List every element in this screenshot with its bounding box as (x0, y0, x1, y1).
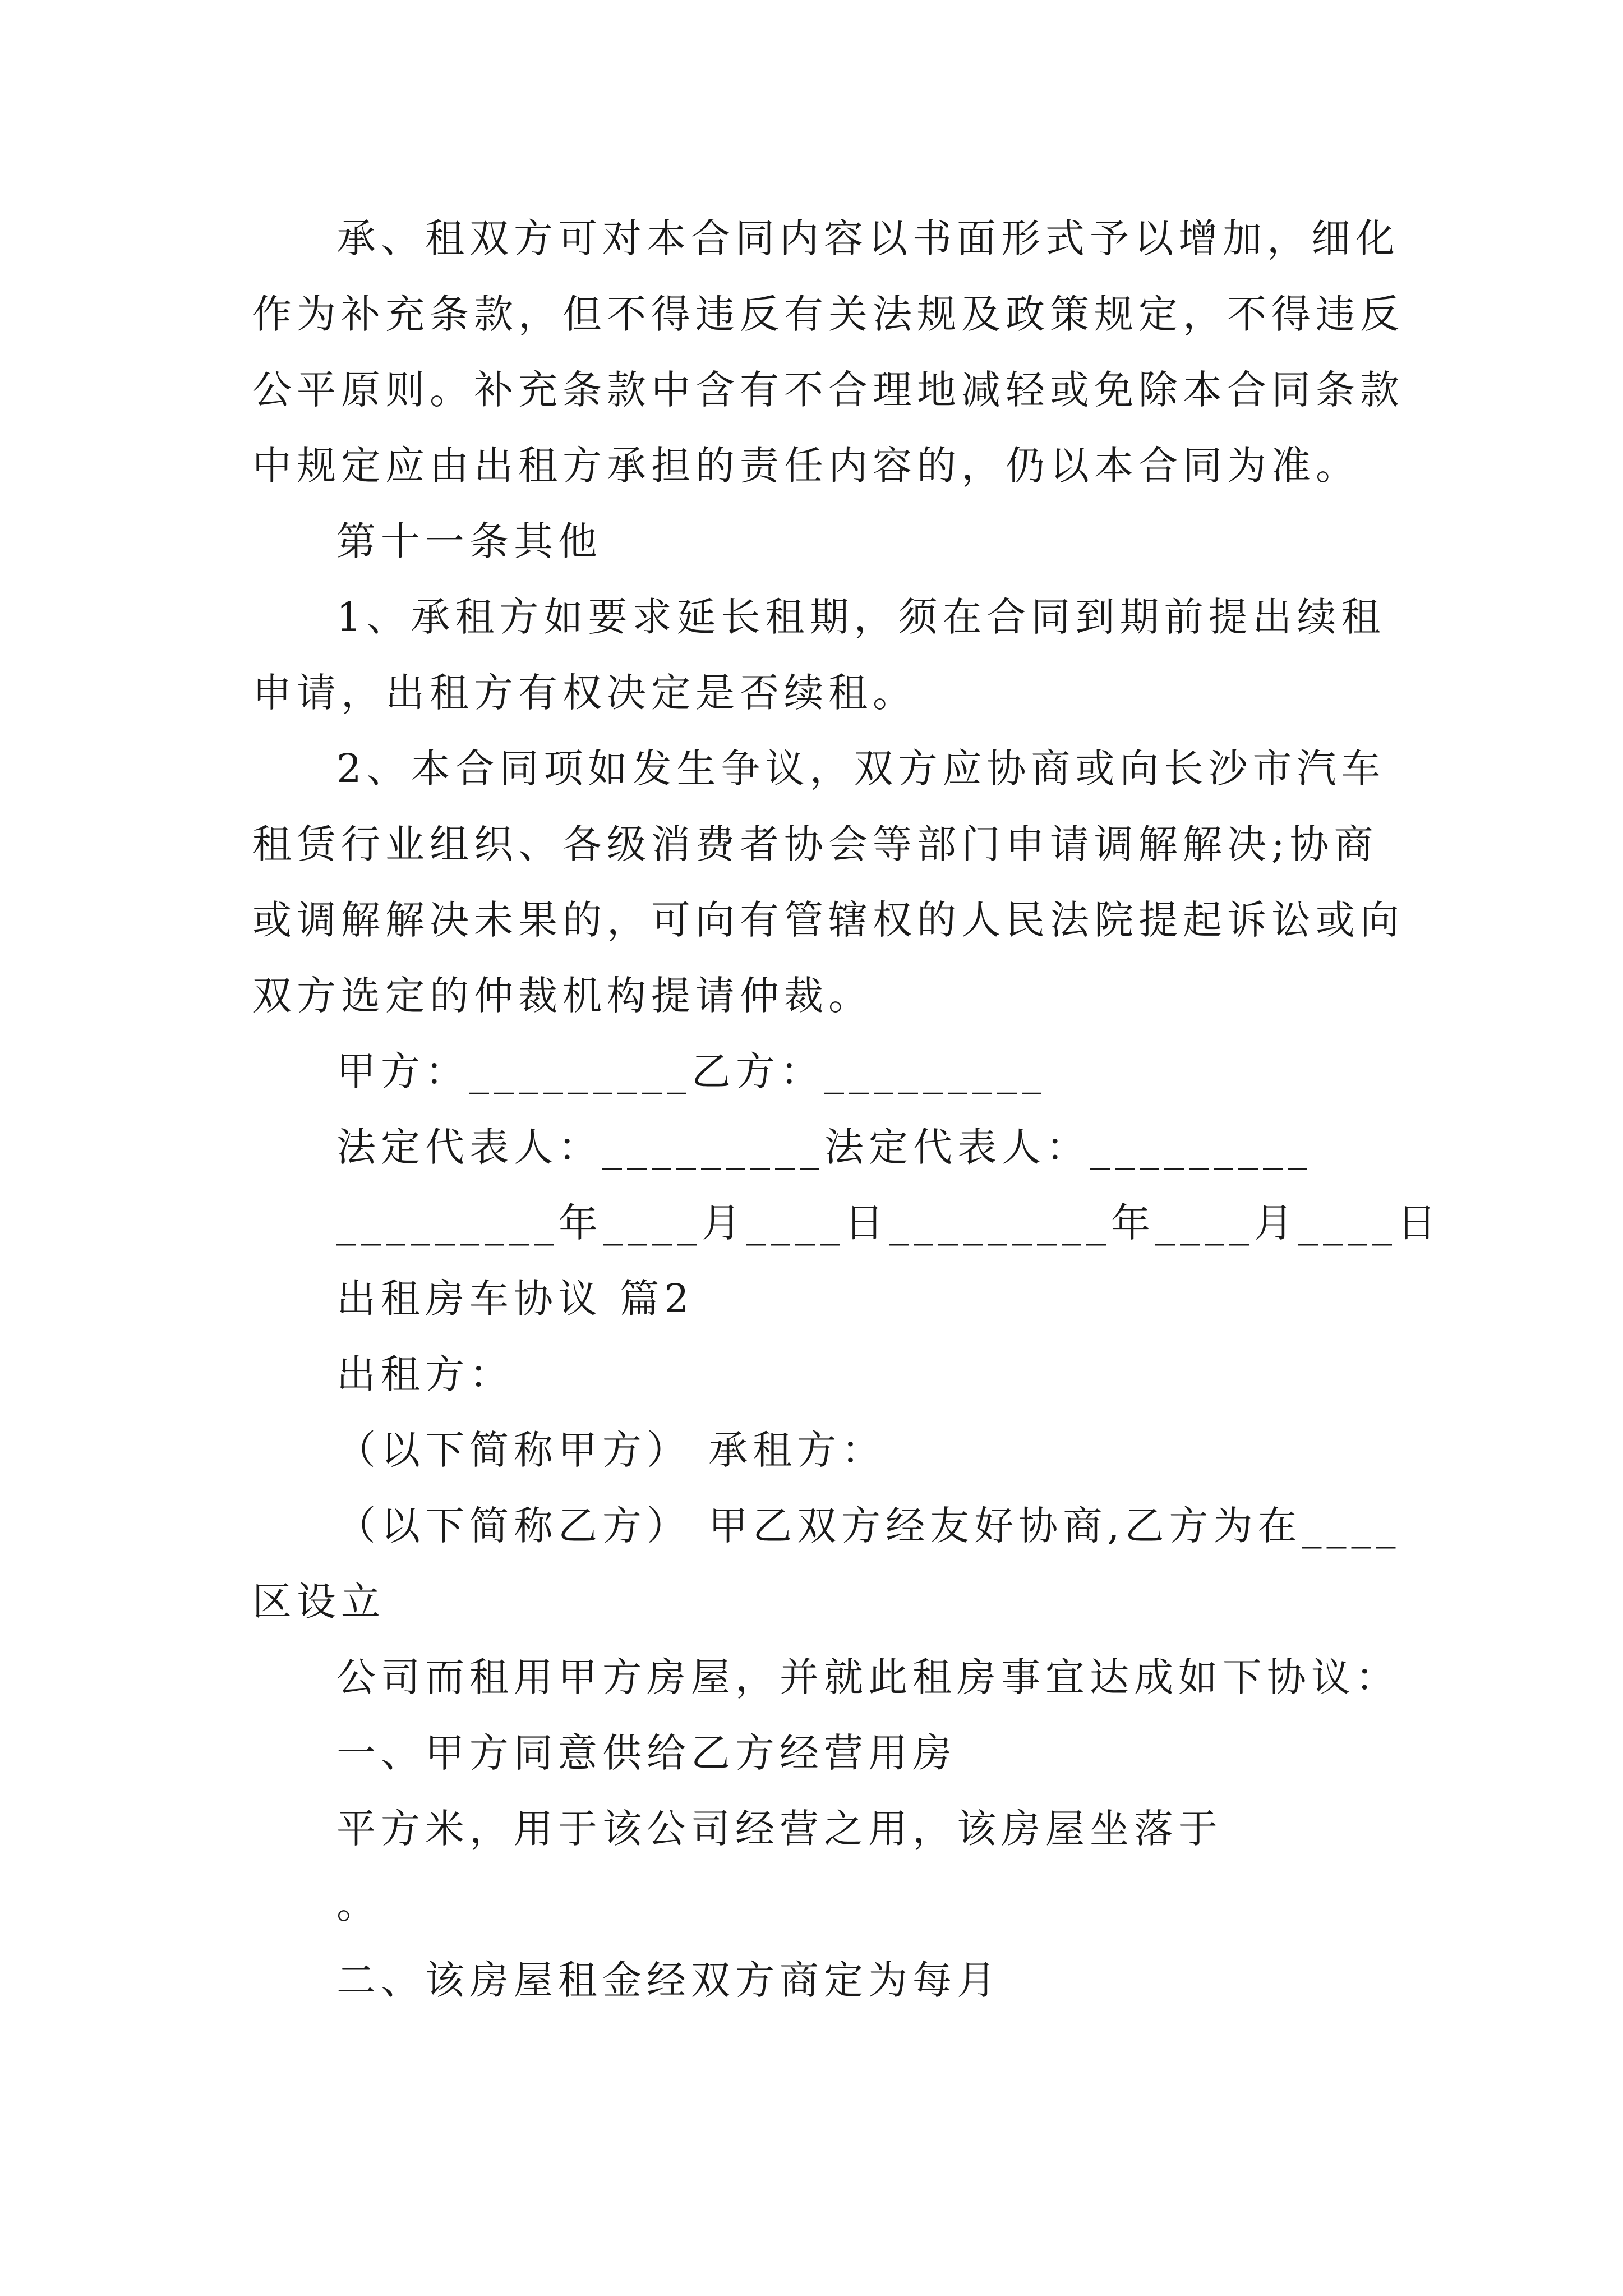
paragraph-line: 申请，出租方有权决定是否续租。 (252, 670, 917, 716)
section-heading: 第十一条其他 (336, 518, 602, 564)
paragraph-line: 平方米，用于该公司经营之用，该房屋坐落于 (336, 1806, 1223, 1852)
paragraph-line: 2、本合同项如发生争议，双方应协商或向长沙市汽车 (336, 746, 1386, 792)
document-title: 出租房车协议 篇2 (336, 1276, 694, 1322)
paragraph-line: 1、承租方如要求延长租期，须在合同到期前提出续租 (336, 594, 1386, 640)
paragraph-line: 公平原则。补充条款中含有不合理地减轻或免除本合同条款 (252, 367, 1404, 413)
paragraph-line: 或调解解决未果的，可向有管辖权的人民法院提起诉讼或向 (252, 897, 1404, 943)
paragraph-line: 作为补充条款，但不得违反有关法规及政策规定，不得违反 (252, 291, 1404, 337)
signature-line-date: _________年____月____日_________年____月____日 (336, 1200, 1441, 1246)
signature-line-representative: 法定代表人：_________法定代表人：_________ (336, 1124, 1312, 1170)
paragraph-line: 一、甲方同意供给乙方经营用房 (336, 1730, 957, 1776)
paragraph-line: 区设立 (252, 1579, 385, 1625)
paragraph-line: 中规定应由出租方承担的责任内容的，仍以本合同为准。 (252, 443, 1360, 489)
paragraph-line: （以下简称乙方） 甲乙双方经友好协商,乙方为在____ (336, 1503, 1401, 1549)
signature-line-party: 甲方：_________乙方：_________ (336, 1048, 1046, 1094)
paragraph-line: 双方选定的仲裁机构提请仲裁。 (252, 973, 873, 1019)
paragraph-line: 出租方： (336, 1351, 514, 1397)
paragraph-line: 承、租双方可对本合同内容以书面形式予以增加，细化 (336, 215, 1400, 261)
paragraph-line: （以下简称甲方） 承租方： (336, 1427, 886, 1473)
paragraph-line: 租赁行业组织、各级消费者协会等部门申请调解解决;协商 (252, 821, 1378, 867)
paragraph-line: 公司而租用甲方房屋，并就此租房事宜达成如下协议： (336, 1654, 1400, 1700)
paragraph-line: 二、该房屋租金经双方商定为每月 (336, 1957, 1001, 2003)
paragraph-line: 。 (336, 1881, 381, 1927)
